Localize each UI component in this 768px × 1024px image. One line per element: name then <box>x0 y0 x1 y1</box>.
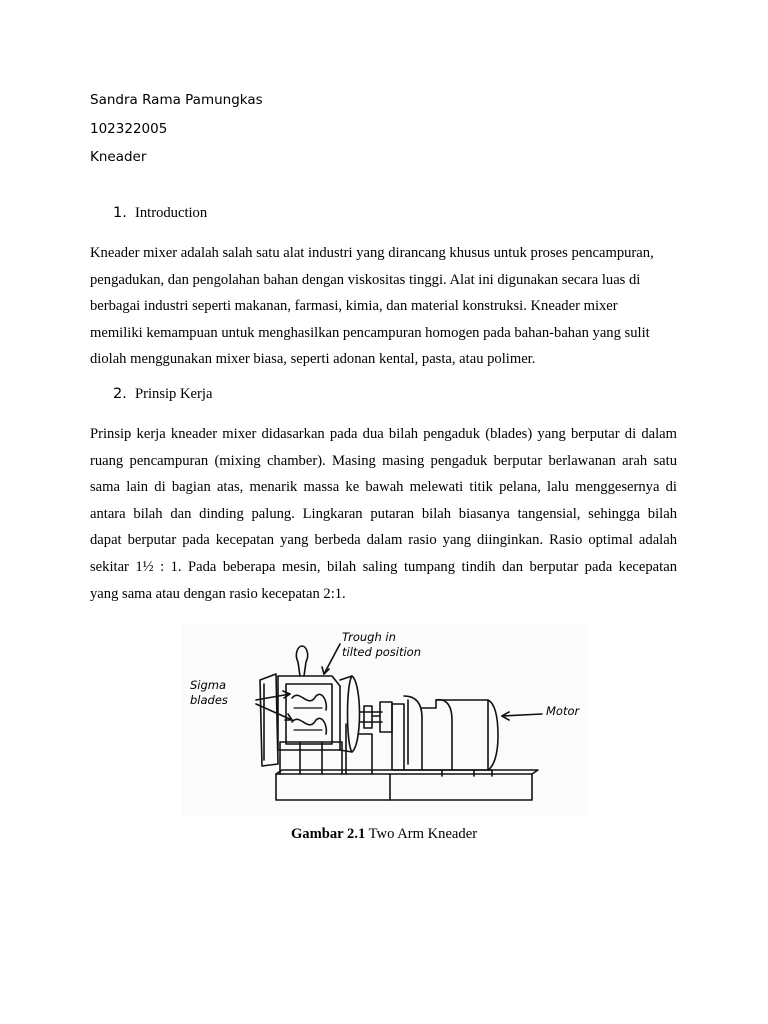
student-id: 102322005 <box>90 121 168 137</box>
paragraph-line: sama lain di bagian atas, menarik massa ke bawah melewati titik pelana, lalu menggesernya di <box>90 479 677 496</box>
prinsip-kerja-paragraph <box>90 421 677 607</box>
introduction-paragraph <box>90 240 677 373</box>
paragraph-line: antara bilah dan dinding palung. Lingkaran putaran bilah biasanya tangensial, sehingga bilah <box>90 505 677 522</box>
figure-caption <box>0 826 768 843</box>
paragraph-line: yang sama atau dengan rasio kecepatan 2:1. <box>90 585 346 602</box>
sigma-label-line: Sigma <box>190 678 227 692</box>
sigma-label-line: blades <box>190 693 228 707</box>
section-heading-introduction <box>113 205 207 222</box>
trough-label <box>342 630 421 660</box>
section-heading-prinsip-kerja <box>113 386 212 403</box>
section-number: 1. <box>113 205 127 221</box>
author-name: Sandra Rama Pamungkas <box>90 92 263 108</box>
paragraph-line: dapat berputar pada kecepatan yang berbeda dalam rasio yang diinginkan. Rasio optimal adalah <box>90 532 677 549</box>
paragraph-line: Prinsip kerja kneader mixer didasarkan pada dua bilah pengaduk (blades) yang berputar di dalam <box>90 426 677 442</box>
paragraph-line: Kneader mixer adalah salah satu alat industri yang dirancang khusus untuk proses pencampuran, <box>90 245 654 261</box>
motor-label: Motor <box>546 704 580 718</box>
trough-label-line: tilted position <box>342 645 421 659</box>
paragraph-line: ruang pencampuran (mixing chamber). Masing masing pengaduk berputar berlawanan arah satu <box>90 452 677 469</box>
document-subject: Kneader <box>90 149 147 165</box>
paragraph-line: pengadukan, dan pengolahan bahan dengan viskositas tinggi. Alat ini digunakan secara luas di <box>90 271 641 288</box>
section-title: Prinsip Kerja <box>135 386 213 402</box>
paragraph-line: sekitar 1½ : 1. Pada beberapa mesin, bilah saling tumpang tindih dan berputar pada kecepatan <box>90 558 677 575</box>
paragraph-line: memiliki kemampuan untuk menghasilkan pencampuran homogen pada bahan-bahan yang sulit <box>90 324 650 341</box>
caption-text: Two Arm Kneader <box>365 826 478 842</box>
sigma-blades-label <box>190 678 228 708</box>
paragraph-line: berbagai industri seperti makanan, farmasi, kimia, dan material konstruksi. Kneader mixer <box>90 298 618 315</box>
kneader-figure <box>182 624 588 816</box>
section-number: 2. <box>113 386 127 402</box>
paragraph-line: diolah menggunakan mixer biasa, seperti adonan kental, pasta, atau polimer. <box>90 351 536 368</box>
section-title: Introduction <box>135 205 208 221</box>
caption-figure-number: Gambar 2.1 <box>290 826 366 842</box>
trough-label-line: Trough in <box>342 630 396 644</box>
